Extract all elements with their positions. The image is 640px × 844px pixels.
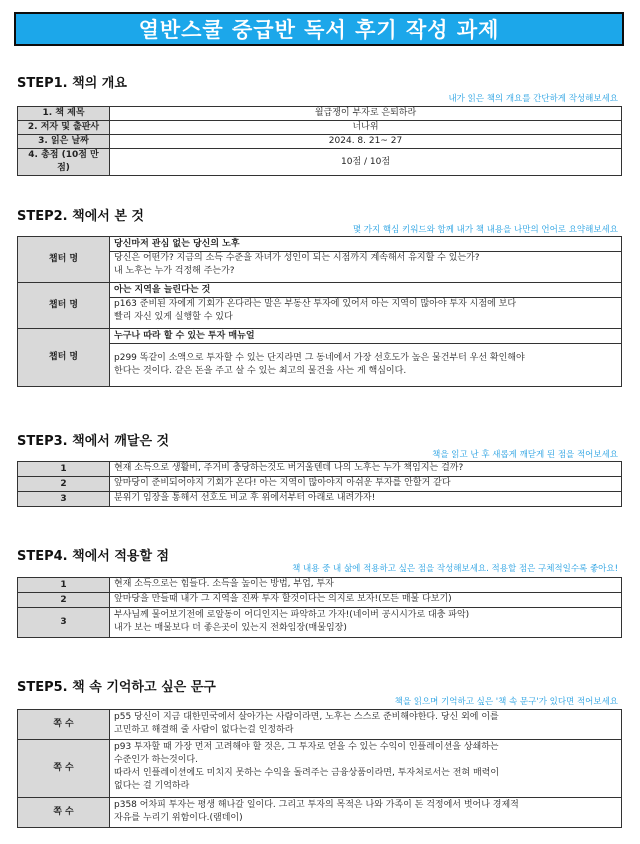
step1-heading: STEP1. 책의 개요 [17,76,127,91]
table-row [18,608,622,638]
step4-table [17,577,622,638]
chapter-title: 당신마저 관심 없는 당신의 노후 [114,239,240,249]
row-text: 앞마당을 만들때 내가 그 지역을 진짜 투자 할것이다는 의지로 보자!(모든 매물 다보기) [110,593,622,608]
row-label: 챕터 명 [18,237,110,283]
table-row [18,237,622,283]
table-row [18,135,622,149]
chapter-title: 누구나 따라 할 수 있는 투자 매뉴얼 [114,331,255,341]
row-label: 쪽 수 [18,710,110,740]
table-row [18,283,622,329]
chapter-cell [110,237,622,283]
chapter-line: 빨리 자신 있게 실행할 수 있다 [114,312,233,322]
step1-hint: 내가 읽은 책의 개요를 간단하게 작성해보세요 [448,94,618,104]
row-value: 너나위 [110,121,622,135]
table-row [18,477,622,492]
table-row [18,462,622,477]
row-label: 쪽 수 [18,798,110,828]
row-value: 월급쟁이 부자로 은퇴하라 [110,107,622,121]
step5-hint: 책을 읽으며 기억하고 싶은 '책 속 문구'가 있다면 적어보세요 [394,697,618,707]
chapter-line: p299 똑같이 소액으로 투자할 수 있는 단지라면 그 동네에서 가장 선호도가 높은 물건부터 우선 확인해야 [114,353,525,363]
row-line: 부사님께 물어보기전에 로알동이 어디인지는 파악하고 가자!(네이버 공시시가로 대충 파악) [114,610,470,620]
row-label: 챕터 명 [18,283,110,329]
row-text-multi [110,608,622,638]
chapter-line: p163 준비된 자에게 기회가 온다라는 말은 부동산 투자에 있어서 아는 지역이 많아야 투자 시점에 보다 [114,299,517,309]
table-row [18,798,622,828]
quote-line: 고민하고 해결해 줄 사람이 없다는걸 인정하라 [114,725,294,735]
step5-table [17,709,622,828]
step5-heading: STEP5. 책 속 기억하고 싶은 문구 [17,680,216,695]
chapter-line: 당신은 어떤가? 지금의 소득 수준을 자녀가 성인이 되는 시점까지 계속해서 유지할 수 있는가? [114,253,480,263]
table-row [18,107,622,121]
step3-hint: 책을 읽고 난 후 새롭게 깨닫게 된 점을 적어보세요 [432,450,618,460]
row-text: 분위기 임장을 통해서 선호도 비교 후 위에서부터 아래로 내려가자! [110,492,622,507]
spacer [114,344,617,352]
quote-line: 수준인가 하는것이다. [114,755,198,765]
quote-line: 없다는 걸 기억하라 [114,781,190,791]
step4-heading: STEP4. 책에서 적용할 점 [17,549,170,564]
quote-line: p93 투자할 때 가장 먼저 고려해야 할 것은, 그 투자로 얻을 수 있는 수익이 인플레이션을 상쇄하는 [114,742,499,752]
table-row [18,492,622,507]
chapter-cell [110,329,622,387]
step2-hint: 몇 가지 핵심 키워드와 함께 내가 책 내용을 나만의 언어로 요약해보세요 [352,225,618,235]
row-value: 2024. 8. 21~ 27 [110,135,622,149]
row-line: 내가 보는 매물보다 더 좋은곳이 있는지 전화임장(매물임장) [114,623,347,633]
step3-table [17,461,622,507]
table-row [18,710,622,740]
quote-line: 따라서 인플레이션에도 미치지 못하는 수익을 돌려주는 금융상품이라면, 투자처로서는 전혀 매력이 [114,768,500,778]
quote-line: 자유를 누리기 위함이다.(램데이) [114,813,243,823]
row-label: 2. 저자 및 출판사 [18,121,110,135]
quote-cell [110,798,622,828]
chapter-line: 내 노후는 누가 걱정해 주는가? [114,266,235,276]
table-row [18,740,622,798]
row-text: 앞마당이 준비되어야지 기회가 온다! 아는 지역이 많아야지 아쉬운 투자를 안할거 같다 [110,477,622,492]
row-text: 현재 소득으로는 힘들다. 소득을 높이는 방법, 부업, 투자 [110,578,622,593]
row-label: 3. 읽은 날짜 [18,135,110,149]
row-label: 1. 책 제목 [18,107,110,121]
chapter-title: 아는 지역을 늘린다는 것 [114,285,211,295]
page-title-banner [14,12,624,46]
table-row [18,578,622,593]
row-label: 4. 총점 (10점 만점) [18,149,110,176]
row-label: 2 [18,593,110,608]
row-label: 3 [18,608,110,638]
row-label: 쪽 수 [18,740,110,798]
row-label: 2 [18,477,110,492]
step3-heading: STEP3. 책에서 깨달은 것 [17,434,170,449]
chapter-line: 한다는 것이다. 같은 돈을 주고 살 수 있는 최고의 물건을 사는 게 핵심이다. [114,366,407,376]
quote-line: p358 어차피 투자는 평생 해나갈 일이다. 그리고 투자의 목적은 나와 가족이 돈 걱정에서 벗어나 경제적 [114,800,519,810]
row-label: 챕터 명 [18,329,110,387]
row-text: 현재 소득으로 생활비, 주거비 충당하는것도 버거울텐데 나의 노후는 누가 책임지는 걸까? [110,462,622,477]
quote-line: p55 당신이 지금 대한민국에서 살아가는 사람이라면, 노후는 스스로 준비해야한다. 당신 외에 이를 [114,712,499,722]
quote-cell [110,740,622,798]
table-row [18,329,622,387]
table-row [18,593,622,608]
step2-table [17,236,622,387]
row-value: 10점 / 10점 [110,149,622,176]
quote-cell [110,710,622,740]
chapter-cell [110,283,622,329]
table-row [18,121,622,135]
row-label: 1 [18,578,110,593]
row-label: 3 [18,492,110,507]
step1-table [17,106,622,176]
page-title: 열반스쿨 중급반 독서 후기 작성 과제 [138,18,500,42]
row-label: 1 [18,462,110,477]
step4-hint: 책 내용 중 내 삶에 적용하고 싶은 점을 작성해보세요. 적용할 점은 구체적일수록 좋아요! [292,564,618,574]
step2-heading: STEP2. 책에서 본 것 [17,209,144,224]
table-row [18,149,622,176]
